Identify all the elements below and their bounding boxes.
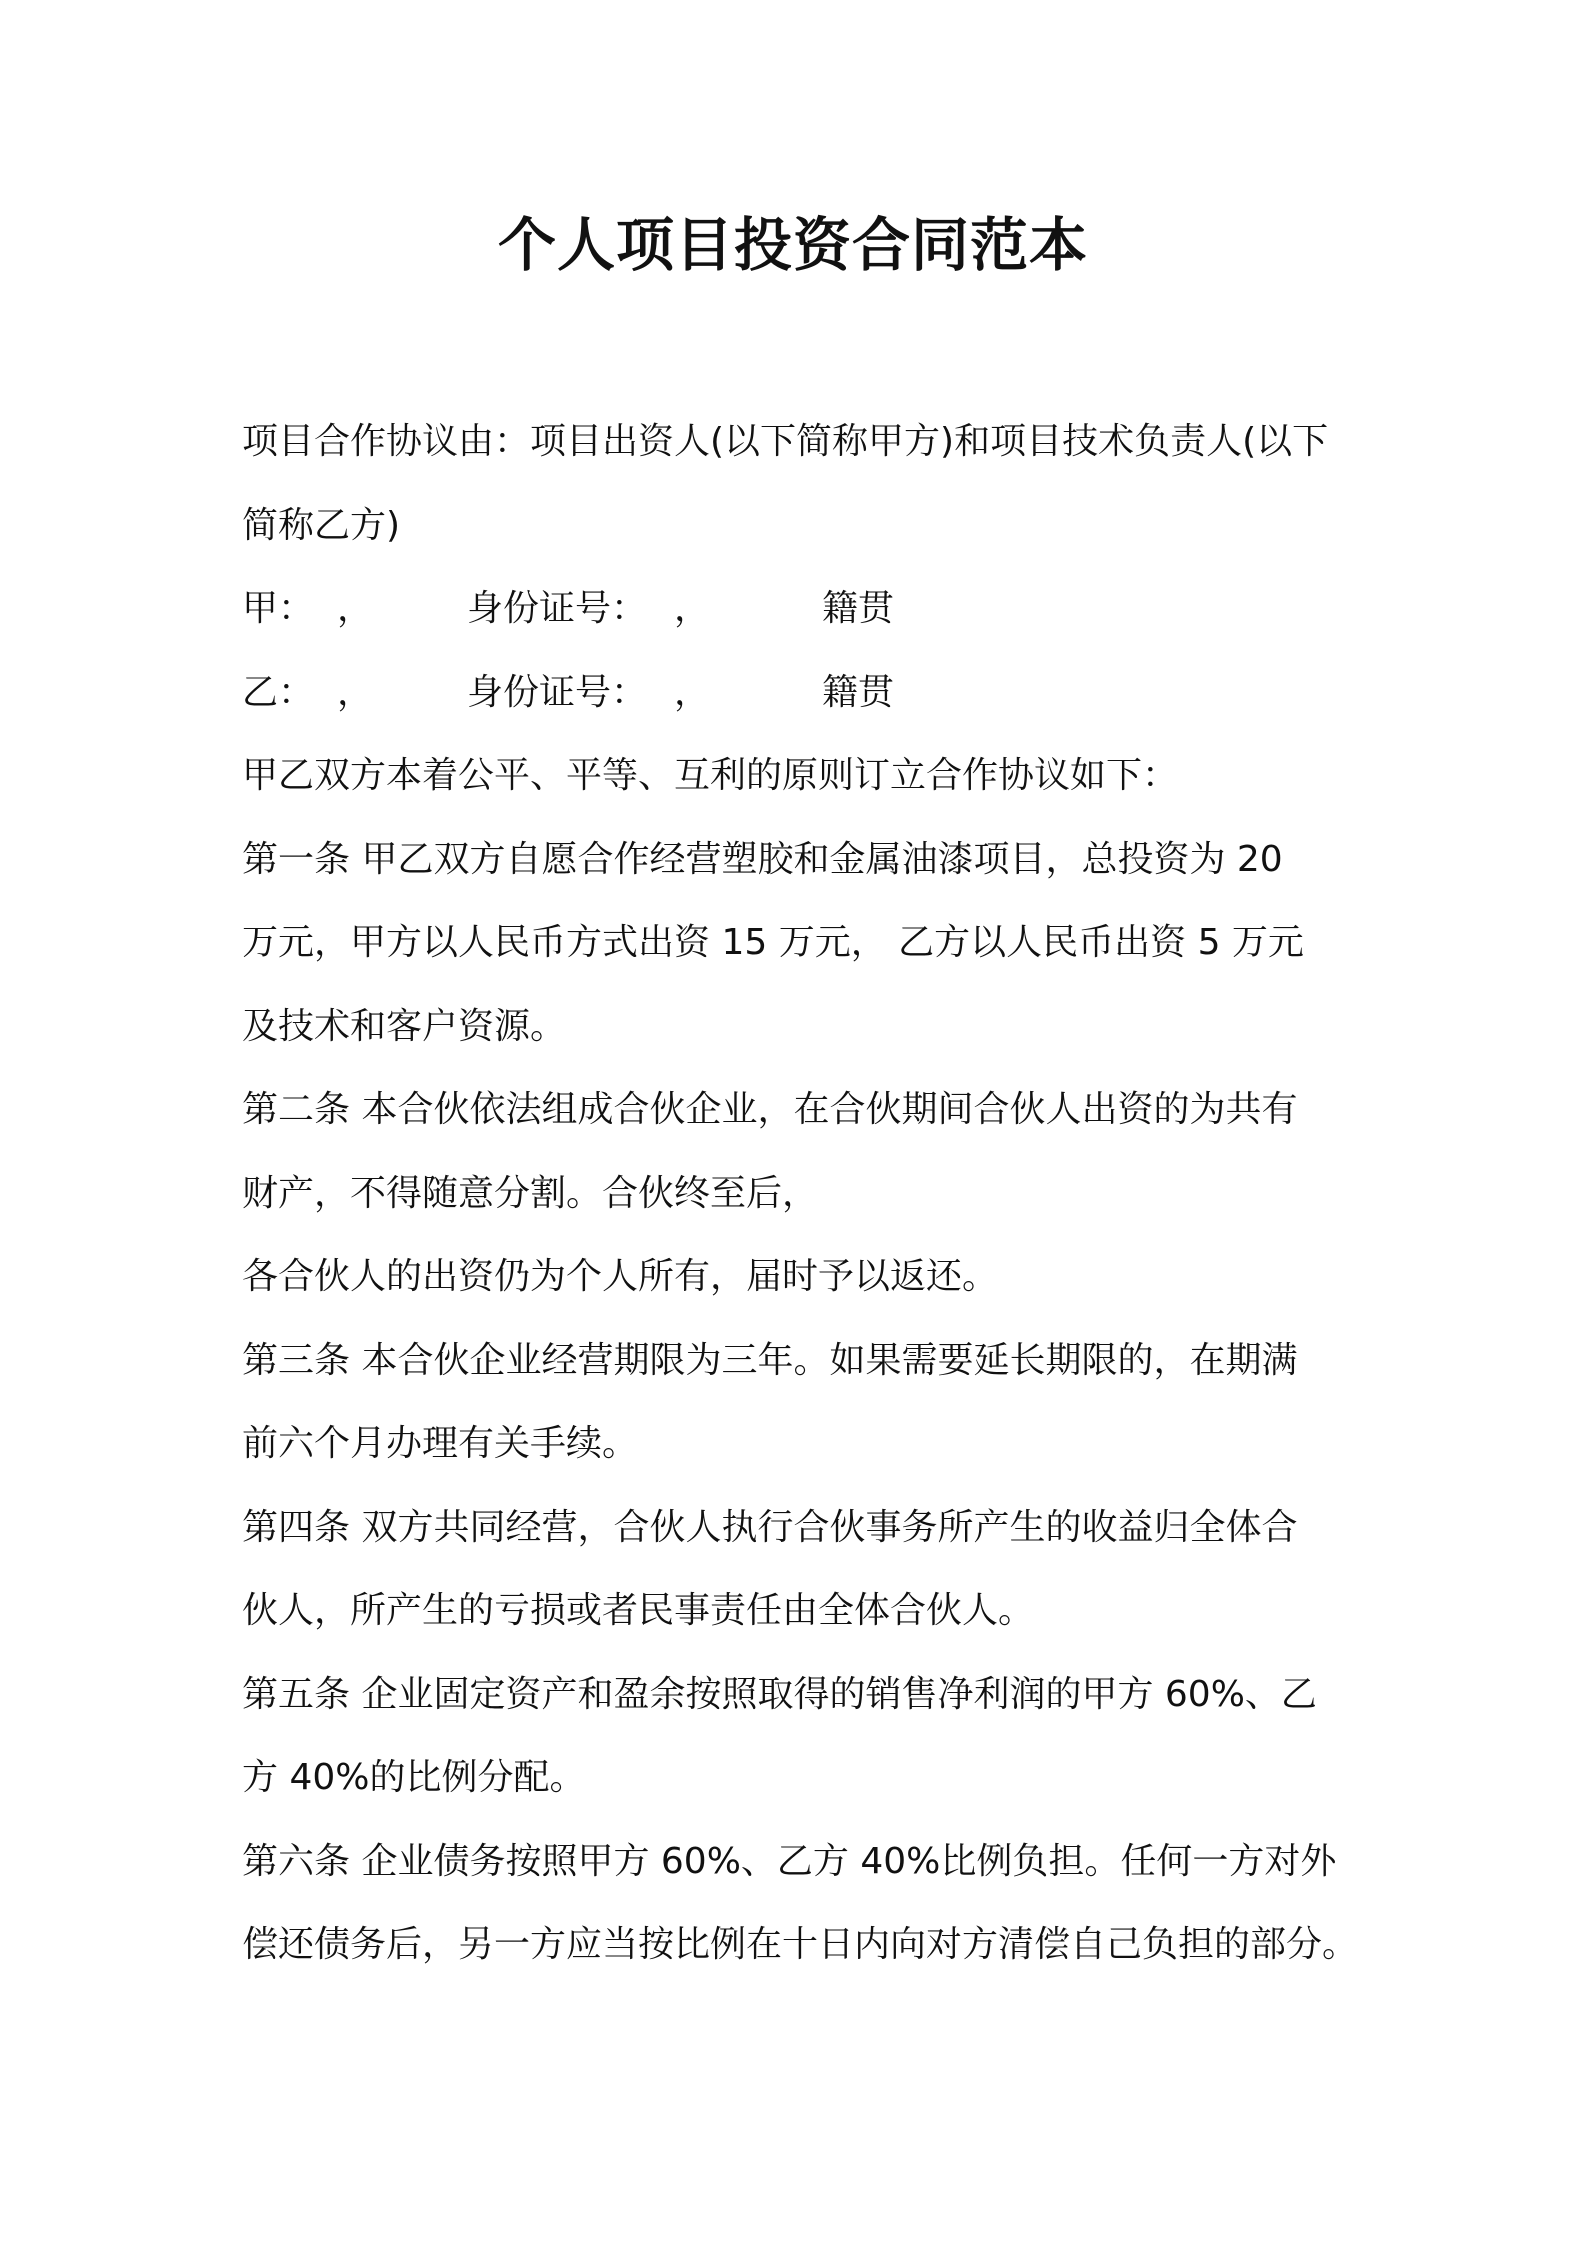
party-b-id-label: 身份证号： [467, 671, 648, 713]
party-a-id-comma: ， [674, 588, 711, 629]
article-2-line-1: 第二条 本合伙依法组成合伙企业，在合伙期间合伙人出资的为共有 [242, 1089, 1298, 1130]
article-5-line-2: 方 40%的比例分配。 [242, 1757, 586, 1798]
article-2-line-2: 财产，不得随意分割。合伙终至后， [242, 1172, 819, 1214]
party-a-id-label: 身份证号： [467, 588, 648, 629]
article-1-line-2: 万元，甲方以人民币方式出资 15 万元， 乙方以人民币出资 5 万元 [242, 922, 1304, 963]
party-a-line [242, 567, 1372, 651]
party-b-native-label: 籍贯 [822, 671, 895, 713]
document-title: 个人项目投资合同范本 [497, 211, 1088, 279]
principle-line: 甲乙双方本着公平、平等、互利的原则订立合作协议如下： [242, 755, 1179, 796]
party-a-native-label: 籍贯 [822, 588, 895, 629]
intro-line-1: 项目合作协议由：项目出资人(以下简称甲方)和项目技术负责人(以下 [242, 421, 1329, 462]
document-body [242, 400, 1372, 1987]
article-2-line-3: 各合伙人的出资仍为个人所有，届时予以返还。 [242, 1256, 999, 1297]
article-4-line-2: 伙人，所产生的亏损或者民事责任由全体合伙人。 [242, 1590, 1035, 1631]
article-5-line-1: 第五条 企业固定资产和盈余按照取得的销售净利润的甲方 60%、乙 [242, 1673, 1317, 1715]
party-b-id-comma: ， [674, 671, 711, 713]
party-a-label: 甲： [242, 588, 315, 629]
party-a-name-comma: ， [337, 588, 374, 629]
article-3-line-1: 第三条 本合伙企业经营期限为三年。如果需要延长期限的，在期满 [242, 1339, 1298, 1381]
party-b-line [242, 651, 1372, 735]
party-b-label: 乙： [242, 671, 315, 713]
article-1-line-1: 第一条 甲乙双方自愿合作经营塑胶和金属油漆项目，总投资为 20 [242, 838, 1283, 880]
intro-line-2: 简称乙方) [242, 504, 401, 546]
article-3-line-2: 前六个月办理有关手续。 [242, 1423, 639, 1464]
party-b-name-comma: ， [337, 671, 374, 713]
article-4-line-1: 第四条 双方共同经营，合伙人执行合伙事务所产生的收益归全体合 [242, 1506, 1298, 1548]
article-6-line-2: 偿还债务后，另一方应当按比例在十日内向对方清偿自己负担的部分。 [242, 1924, 1359, 1965]
article-6-line-1: 第六条 企业债务按照甲方 60%、乙方 40%比例负担。任何一方对外 [242, 1840, 1337, 1882]
article-1-line-3: 及技术和客户资源。 [242, 1005, 567, 1047]
